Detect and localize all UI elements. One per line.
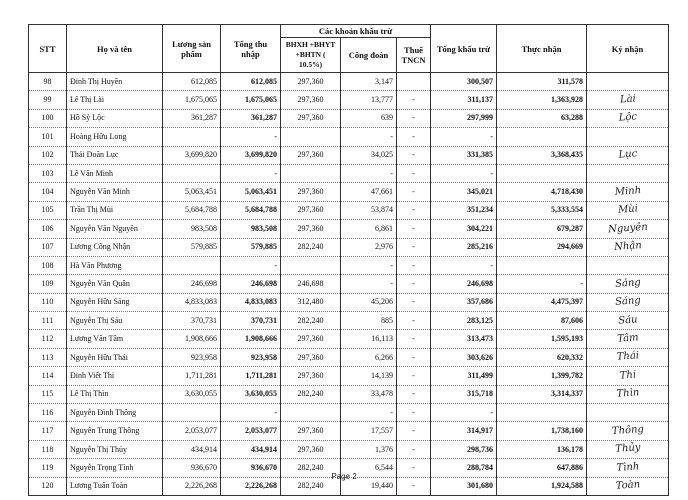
cell-product-salary: 1,711,281 [163,367,221,385]
cell-net-received: 4,475,397 [497,293,587,311]
cell-net-received: 3,314,337 [497,385,587,403]
cell-net-received: 679,287 [497,220,587,238]
cell-name: Nguyễn Trung Thông [67,422,163,440]
cell-total-income: - [221,256,281,274]
cell-union-fee: - [341,128,397,146]
cell-total-income: 3,699,820 [221,146,281,164]
cell-income-tax: - [397,293,431,311]
cell-total-income: 2,053,077 [221,422,281,440]
page-number: Page 2 [331,472,357,481]
cell-income-tax: - [397,164,431,182]
cell-total-deduction: 304,221 [431,220,497,238]
cell-total-income: - [221,128,281,146]
cell-product-salary: 246,698 [163,275,221,293]
cell-total-income: 1,711,281 [221,367,281,385]
cell-total-deduction: - [431,164,497,182]
cell-net-received: 1,399,782 [497,367,587,385]
cell-total-deduction: 357,686 [431,293,497,311]
cell-union-fee: 45,206 [341,293,397,311]
cell-stt: 111 [29,312,67,330]
cell-net-received: 1,363,928 [497,91,587,109]
cell-product-salary [163,404,221,422]
cell-name: Hoàng Hữu Long [67,128,163,146]
col-stt: STT [29,25,67,73]
cell-product-salary [163,164,221,182]
cell-total-deduction: 297,999 [431,109,497,127]
cell-total-income: 2,226,268 [221,477,281,495]
cell-insurance: 312,480 [281,293,341,311]
cell-name: Nguyễn Thị Thủy [67,440,163,458]
cell-total-deduction: 246,698 [431,275,497,293]
table-row [29,183,669,201]
cell-net-received: 1,924,588 [497,477,587,495]
cell-insurance: 297,360 [281,146,341,164]
cell-product-salary: 361,287 [163,109,221,127]
cell-total-income: 5,063,451 [221,183,281,201]
cell-insurance: 282,240 [281,385,341,403]
cell-insurance: 297,360 [281,367,341,385]
cell-insurance: 297,360 [281,348,341,366]
cell-net-received: 311,578 [497,73,587,91]
cell-income-tax: - [397,109,431,127]
cell-union-fee: 639 [341,109,397,127]
cell-union-fee: 6,861 [341,220,397,238]
cell-union-fee: 33,478 [341,385,397,403]
cell-product-salary [163,256,221,274]
table-row [29,367,669,385]
cell-income-tax: - [397,459,431,477]
table-row [29,256,669,274]
cell-insurance: 297,360 [281,330,341,348]
cell-name: Lương Công Nhận [67,238,163,256]
cell-insurance: 297,360 [281,440,341,458]
table-row [29,91,669,109]
cell-stt: 104 [29,183,67,201]
cell-total-deduction: 351,234 [431,201,497,219]
table-row [29,146,669,164]
cell-net-received: 87,606 [497,312,587,330]
cell-product-salary: 370,731 [163,312,221,330]
cell-product-salary: 4,833,083 [163,293,221,311]
cell-income-tax: - [397,404,431,422]
cell-union-fee: 2,976 [341,238,397,256]
cell-union-fee: 47,661 [341,183,397,201]
cell-net-received [497,164,587,182]
cell-income-tax: - [397,220,431,238]
cell-union-fee: 53,874 [341,201,397,219]
cell-total-deduction: 298,736 [431,440,497,458]
cell-name: Nguyễn Văn Nguyên [67,220,163,238]
signature: Lài [586,88,669,112]
cell-name: Nguyễn Đình Thông [67,404,163,422]
col-union-fee: Công đoàn [341,38,397,73]
table-row [29,404,669,422]
cell-total-income: 579,885 [221,238,281,256]
cell-union-fee: 13,777 [341,91,397,109]
signature: Nguyên [586,217,669,241]
signature: Nhận [586,235,669,259]
cell-total-deduction: 311,137 [431,91,497,109]
cell-product-salary: 434,914 [163,440,221,458]
signature: Thông [586,419,669,443]
table-body [29,73,669,496]
cell-name: Đinh Viết Thi [67,367,163,385]
cell-total-deduction: 313,473 [431,330,497,348]
cell-stt: 118 [29,440,67,458]
table-row [29,238,669,256]
cell-product-salary [163,128,221,146]
cell-total-income: 983,508 [221,220,281,238]
cell-net-received: 4,718,430 [497,183,587,201]
col-income-tax: Thuế TNCN [397,38,431,73]
cell-total-deduction: 300,507 [431,73,497,91]
cell-product-salary: 923,958 [163,348,221,366]
col-total-income: Tổng thu nhập [221,25,281,73]
signature: Toàn [586,474,669,498]
cell-stt: 103 [29,164,67,182]
cell-name: Hồ Sỹ Lộc [67,109,163,127]
cell-name: Lê Thị Thìn [67,385,163,403]
cell-name: Nguyễn Văn Minh [67,183,163,201]
cell-name: Thái Doãn Lục [67,146,163,164]
col-product-salary: Lương sản phẩm [163,25,221,73]
cell-product-salary: 3,699,820 [163,146,221,164]
table-row [29,440,669,458]
signature: Lộc [586,106,669,130]
cell-stt: 117 [29,422,67,440]
cell-income-tax: - [397,385,431,403]
cell-income-tax: - [397,440,431,458]
cell-income-tax: - [397,183,431,201]
cell-income-tax: - [397,367,431,385]
signature: Tâm [586,327,669,351]
cell-stt: 102 [29,146,67,164]
cell-stt: 106 [29,220,67,238]
cell-stt: 119 [29,459,67,477]
cell-product-salary: 579,885 [163,238,221,256]
cell-income-tax: - [397,201,431,219]
cell-net-received [497,256,587,274]
cell-union-fee: - [341,256,397,274]
cell-stt: 98 [29,73,67,91]
cell-stt: 116 [29,404,67,422]
col-total-deduction: Tổng khấu trừ [431,25,497,73]
cell-stt: 108 [29,256,67,274]
cell-income-tax: - [397,275,431,293]
cell-stt: 114 [29,367,67,385]
cell-name: Nguyễn Hữu Sáng [67,293,163,311]
cell-total-income: - [221,164,281,182]
cell-income-tax: - [397,477,431,495]
deductions-group-header: Các khoản khấu trừ [281,25,431,38]
cell-total-deduction: 314,917 [431,422,497,440]
cell-income-tax: - [397,91,431,109]
cell-total-income: 4,833,083 [221,293,281,311]
cell-total-deduction: 303,626 [431,348,497,366]
table-row [29,220,669,238]
signature: Mùi [586,198,669,222]
signature: Sáu [586,309,669,333]
cell-name: Lương Tuấn Toàn [67,477,163,495]
cell-net-received: 5,333,554 [497,201,587,219]
col-signature: Ký nhận [587,25,669,73]
cell-union-fee: 34,025 [341,146,397,164]
cell-total-deduction: 315,718 [431,385,497,403]
cell-union-fee: 16,113 [341,330,397,348]
cell-name: Hà Văn Phương [67,256,163,274]
cell-name: Đinh Thị Huyền [67,73,163,91]
cell-insurance: 282,240 [281,477,341,495]
cell-net-received [497,128,587,146]
cell-insurance: 282,240 [281,459,341,477]
table-row [29,293,669,311]
cell-product-salary: 1,675,065 [163,91,221,109]
cell-stt: 113 [29,348,67,366]
signature: Tình [586,456,669,480]
cell-stt: 120 [29,477,67,495]
signature: Lục [586,143,669,167]
cell-insurance: 282,240 [281,238,341,256]
cell-total-income: 361,287 [221,109,281,127]
cell-net-received: 294,669 [497,238,587,256]
cell-total-deduction: 283,125 [431,312,497,330]
signature: Thìn [586,382,669,406]
cell-insurance [281,256,341,274]
cell-name: Nguyễn Văn Quân [67,275,163,293]
cell-total-income: 3,630,055 [221,385,281,403]
cell-stt: 99 [29,91,67,109]
cell-total-deduction: - [431,404,497,422]
cell-income-tax: - [397,128,431,146]
table-row [29,330,669,348]
cell-product-salary: 936,670 [163,459,221,477]
cell-total-deduction: 301,680 [431,477,497,495]
cell-total-income: 936,670 [221,459,281,477]
cell-product-salary: 5,063,451 [163,183,221,201]
cell-stt: 101 [29,128,67,146]
table-row [29,164,669,182]
cell-stt: 115 [29,385,67,403]
cell-stt: 109 [29,275,67,293]
cell-total-deduction: 345,021 [431,183,497,201]
cell-total-deduction: - [431,256,497,274]
cell-net-received: 1,595,193 [497,330,587,348]
cell-total-income: 1,908,666 [221,330,281,348]
cell-total-income: 434,914 [221,440,281,458]
cell-income-tax: - [397,330,431,348]
cell-name: Lê Văn Minh [67,164,163,182]
cell-product-salary: 2,053,077 [163,422,221,440]
cell-stt: 107 [29,238,67,256]
cell-insurance: 297,360 [281,91,341,109]
cell-income-tax: - [397,422,431,440]
cell-income-tax [397,73,431,91]
cell-total-income: 370,731 [221,312,281,330]
cell-income-tax: - [397,348,431,366]
signature: Thủy [586,437,669,461]
cell-product-salary: 3,630,055 [163,385,221,403]
table-row [29,109,669,127]
cell-total-income: 612,085 [221,73,281,91]
table-row [29,128,669,146]
col-net-received: Thực nhận [497,25,587,73]
cell-net-received: 63,288 [497,109,587,127]
cell-product-salary: 983,508 [163,220,221,238]
cell-net-received: 136,178 [497,440,587,458]
table-row [29,422,669,440]
table-row [29,385,669,403]
cell-total-deduction: 331,385 [431,146,497,164]
cell-income-tax: - [397,238,431,256]
cell-total-deduction: 285,216 [431,238,497,256]
cell-insurance: 297,360 [281,201,341,219]
cell-union-fee: - [341,275,397,293]
cell-name: Trần Thị Mùi [67,201,163,219]
cell-name: Nguyễn Trọng Tình [67,459,163,477]
cell-net-received: 1,738,160 [497,422,587,440]
cell-stt: 112 [29,330,67,348]
col-name: Họ và tên [67,25,163,73]
cell-net-received [497,404,587,422]
cell-union-fee: 6,544 [341,459,397,477]
cell-stt: 105 [29,201,67,219]
col-insurance: BHXH +BHYT +BHTN ( 10.5%) [281,38,341,73]
cell-net-received: 3,368,435 [497,146,587,164]
cell-name: Nguyễn Thị Sáu [67,312,163,330]
cell-total-deduction: - [431,128,497,146]
cell-stt: 100 [29,109,67,127]
cell-union-fee: - [341,404,397,422]
cell-total-deduction: 288,784 [431,459,497,477]
cell-insurance [281,164,341,182]
cell-product-salary: 612,085 [163,73,221,91]
cell-insurance: 297,360 [281,73,341,91]
cell-total-income: - [221,404,281,422]
cell-union-fee: 1,376 [341,440,397,458]
cell-name: Lê Thị Lài [67,91,163,109]
cell-union-fee: 19,440 [341,477,397,495]
cell-income-tax: - [397,256,431,274]
cell-stt: 110 [29,293,67,311]
cell-union-fee: 17,557 [341,422,397,440]
cell-union-fee: 6,266 [341,348,397,366]
signature: Thi [586,364,669,388]
cell-product-salary: 2,226,268 [163,477,221,495]
cell-insurance: 297,360 [281,109,341,127]
table-row [29,201,669,219]
cell-total-income: 923,958 [221,348,281,366]
cell-total-deduction: 311,499 [431,367,497,385]
cell-total-income: 1,675,065 [221,91,281,109]
cell-insurance: 297,360 [281,422,341,440]
cell-insurance: 282,240 [281,312,341,330]
cell-insurance [281,404,341,422]
table-row [29,275,669,293]
payroll-sheet [28,24,668,496]
cell-total-income: 246,698 [221,275,281,293]
cell-net-received: - [497,275,587,293]
cell-insurance: 297,360 [281,220,341,238]
cell-income-tax: - [397,146,431,164]
table-row [29,348,669,366]
table-row [29,73,669,91]
cell-product-salary: 1,908,666 [163,330,221,348]
cell-insurance: 297,360 [281,183,341,201]
cell-net-received: 620,332 [497,348,587,366]
cell-union-fee: - [341,164,397,182]
cell-product-salary: 5,684,788 [163,201,221,219]
cell-total-income: 5,684,788 [221,201,281,219]
cell-insurance: 246,698 [281,275,341,293]
cell-name: Nguyễn Hữu Thái [67,348,163,366]
signature: Minh [586,180,669,204]
signature: Sáng [586,272,669,296]
cell-union-fee: 14,139 [341,367,397,385]
table-header [29,25,669,73]
signature: Thái [586,346,669,370]
table-row [29,312,669,330]
cell-income-tax: - [397,312,431,330]
cell-union-fee: 3,147 [341,73,397,91]
cell-net-received: 647,886 [497,459,587,477]
cell-name: Lương Văn Tâm [67,330,163,348]
cell-insurance [281,128,341,146]
payroll-table [28,24,669,496]
cell-union-fee: 885 [341,312,397,330]
signature: Sáng [586,290,669,314]
